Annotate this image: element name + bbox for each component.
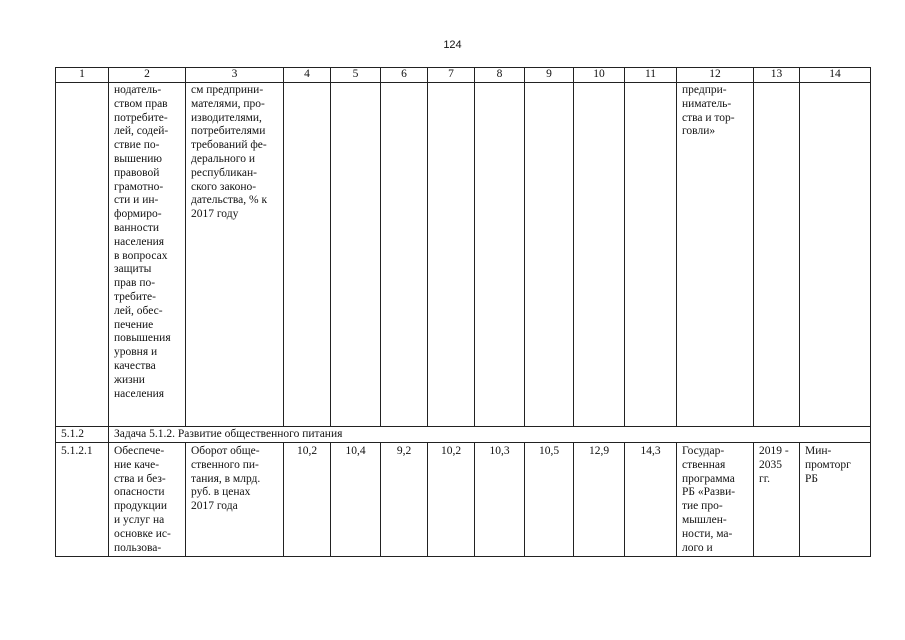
measure-description-cell: нодатель- ством прав потребите- лей, содей- ствие по- вышению правовой грамотно- сти и ин- формиро- ванности населения в вопросах защиты прав по- требите- лей, обес- печение повышения уровня и качества жизни населения bbox=[109, 83, 186, 427]
table-cell bbox=[475, 83, 525, 427]
column-header: 6 bbox=[381, 68, 428, 83]
item-code-cell: 5.1.2.1 bbox=[56, 443, 109, 557]
data-table bbox=[55, 67, 871, 557]
task-row bbox=[56, 427, 871, 443]
column-header: 8 bbox=[475, 68, 525, 83]
value-cell: 10,5 bbox=[525, 443, 574, 557]
value-cell: 12,9 bbox=[574, 443, 625, 557]
page-number: 124 bbox=[443, 39, 462, 51]
table-cell bbox=[574, 83, 625, 427]
period-cell: 2019 - 2035 гг. bbox=[754, 443, 800, 557]
table-cell bbox=[331, 83, 381, 427]
column-header: 9 bbox=[525, 68, 574, 83]
table-cell bbox=[56, 83, 109, 427]
indicator-description-cell: Оборот обще- ственного пи- тания, в млрд. руб. в ценах 2017 года bbox=[186, 443, 284, 557]
column-header: 13 bbox=[754, 68, 800, 83]
column-header: 7 bbox=[428, 68, 475, 83]
table-row bbox=[56, 443, 871, 557]
table-cell bbox=[754, 83, 800, 427]
column-header: 12 bbox=[677, 68, 754, 83]
value-cell: 10,3 bbox=[475, 443, 525, 557]
column-header: 10 bbox=[574, 68, 625, 83]
value-cell: 14,3 bbox=[625, 443, 677, 557]
table-cell bbox=[800, 83, 871, 427]
table-cell bbox=[625, 83, 677, 427]
measure-description-cell: Обеспече- ние каче- ства и без- опасности продукции и услуг на основке ис- пользова- bbox=[109, 443, 186, 557]
table-row bbox=[56, 83, 871, 427]
program-cell: предпри- ниматель- ства и тор- говли» bbox=[677, 83, 754, 427]
table-cell bbox=[428, 83, 475, 427]
column-header: 3 bbox=[186, 68, 284, 83]
value-cell: 10,2 bbox=[284, 443, 331, 557]
program-cell: Государ- ственная программа РБ «Разви- тие про- мышлен- ности, ма- лого и bbox=[677, 443, 754, 557]
column-header: 1 bbox=[56, 68, 109, 83]
column-header: 2 bbox=[109, 68, 186, 83]
value-cell: 10,4 bbox=[331, 443, 381, 557]
column-header: 11 bbox=[625, 68, 677, 83]
column-header: 4 bbox=[284, 68, 331, 83]
table-cell bbox=[525, 83, 574, 427]
column-number-row bbox=[56, 68, 871, 83]
executor-cell: Мин- промторг РБ bbox=[800, 443, 871, 557]
indicator-description-cell: см предприни- мателями, про- изводителями, потребителями требований фе- дерального и республикан- ского законо- дательства, % к 2017 году bbox=[186, 83, 284, 427]
value-cell: 10,2 bbox=[428, 443, 475, 557]
table-cell bbox=[381, 83, 428, 427]
task-title-cell: Задача 5.1.2. Развитие общественного питания bbox=[109, 427, 871, 443]
table-cell bbox=[284, 83, 331, 427]
column-header: 14 bbox=[800, 68, 871, 83]
task-code-cell: 5.1.2 bbox=[56, 427, 109, 443]
value-cell: 9,2 bbox=[381, 443, 428, 557]
column-header: 5 bbox=[331, 68, 381, 83]
